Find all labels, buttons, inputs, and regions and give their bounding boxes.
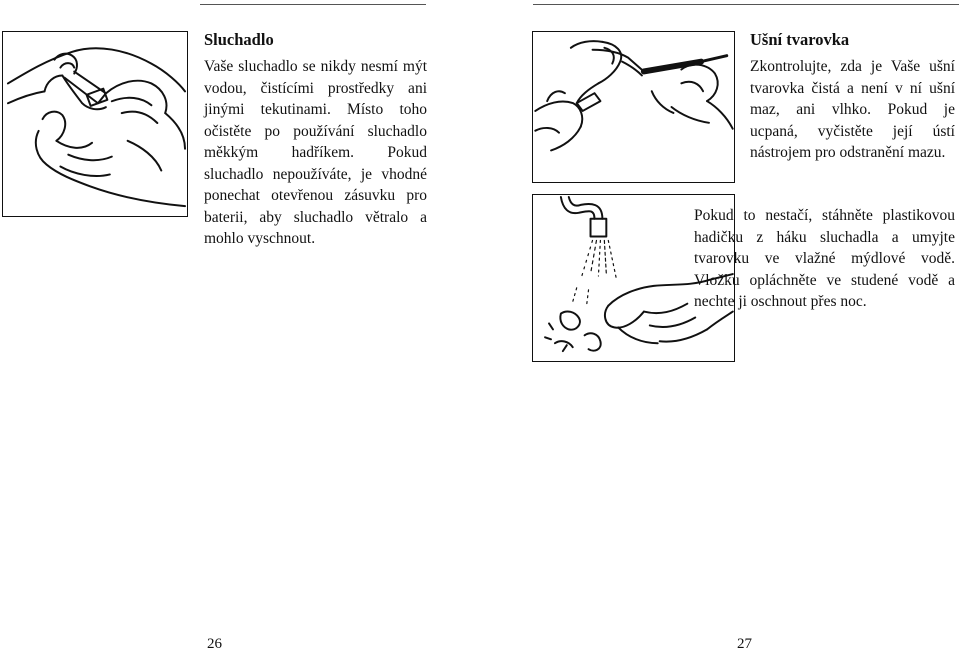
right-column-text-bottom xyxy=(694,205,955,313)
hands-cleaning-hearing-aid-illustration xyxy=(2,31,188,217)
hands-cleaning-hearing-aid-icon xyxy=(3,32,187,216)
section-body-usni-tvarovka-continued: Pokud to nestačí, stáhněte plastikovou hadičku z háku sluchadla a umyjte tvarovku ve vlažné mýdlové vodě. Vložku opláchněte ve studené vodě a nechte ji oschnout přes noc. xyxy=(694,207,955,310)
ear-mould-cleaning-illustration xyxy=(532,31,735,183)
section-body-sluchadlo: Vaše sluchadlo se nikdy nesmí mýt vodou, čistícími prostředky ani jinými tekutinami. Místo toho očistěte po používání sluchadlo měkkým hadříkem. Pokud sluchadlo nepoužíváte, je vhodné ponechat otevřenou zásuvku pro baterii, aby sluchadlo větralo a mohlo vyschnout. xyxy=(204,58,427,247)
section-heading-usni-tvarovka: Ušní tvarovka xyxy=(750,30,850,49)
top-rule-left xyxy=(200,4,426,5)
section-body-usni-tvarovka: Zkontrolujte, zda je Vaše ušní tvarovka čistá a není v ní ušní maz, ani vlhko. Pokud je ucpaná, vyčistěte její ústí nástrojem pro odstranění mazu. xyxy=(750,58,955,161)
right-column-text-top xyxy=(750,30,955,164)
ear-mould-cleaning-tool-icon xyxy=(533,32,734,182)
left-column-text xyxy=(204,30,427,250)
section-heading-sluchadlo: Sluchadlo xyxy=(204,30,274,49)
page-number-left: 26 xyxy=(207,636,222,652)
page-number-right: 27 xyxy=(737,636,752,652)
top-rule-right xyxy=(533,4,959,5)
